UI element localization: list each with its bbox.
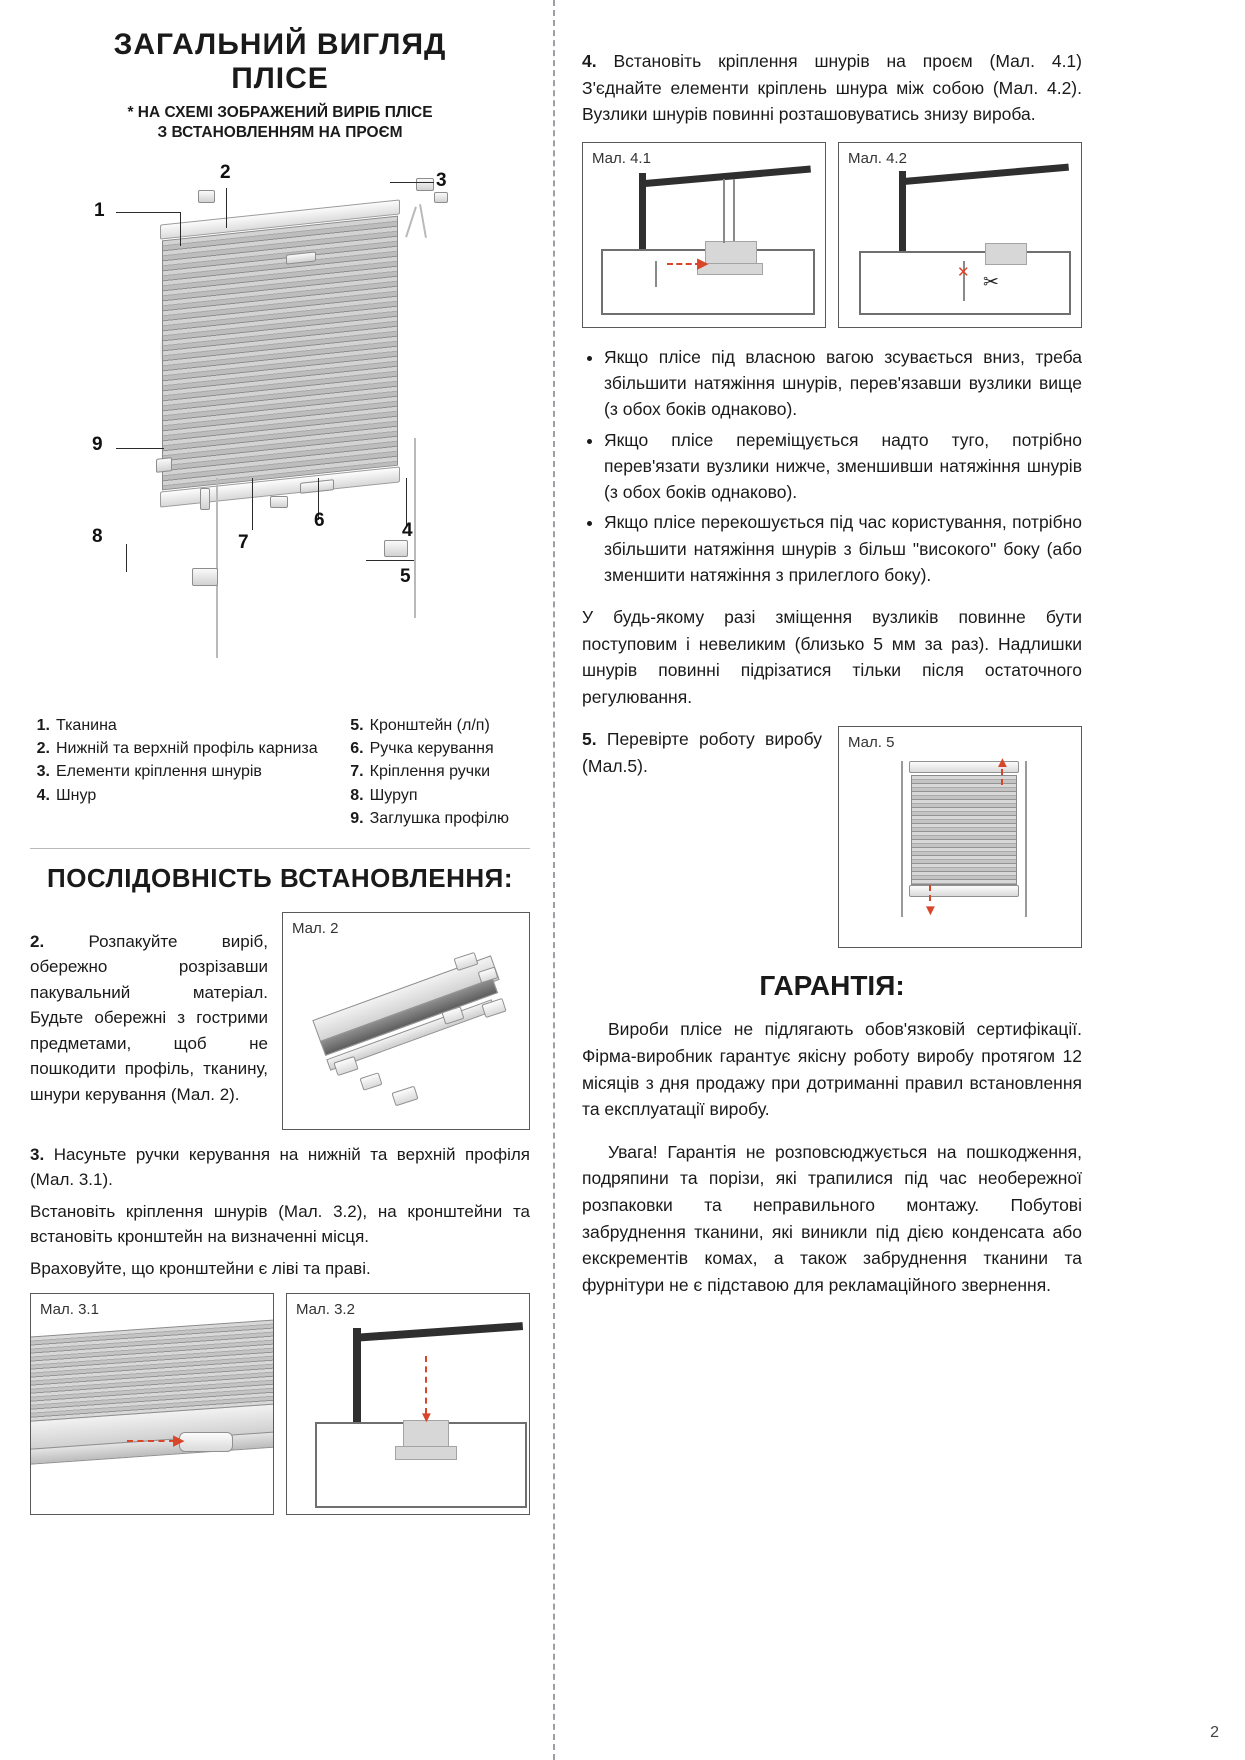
legend-number: 8. <box>350 786 364 804</box>
step-3-body: Насуньте ручки керування на нижній та верхній профіля (Мал. 3.1). <box>30 1144 530 1190</box>
legend-label: Кріплення ручки <box>369 763 491 781</box>
list-item: • Якщо пліcе під власною вагою зсувається вниз, треба збільшити натяжіння шнурів, перев'язавши вузлики вище (з обох боків однаково). <box>604 344 1082 423</box>
step-3-text-3: Враховуйте, що кронштейни є ліві та праві. <box>30 1258 371 1278</box>
step-3-text-2: Встановіть кріплення шнурів (Мал. 3.2), на кронштейни та встановіть кронштейн на визначенні місця. <box>30 1201 530 1247</box>
warranty-title: ГАРАНТІЯ: <box>759 970 905 1002</box>
legend-column-right <box>344 714 509 830</box>
legend-number: 9. <box>350 809 364 827</box>
leader-1 <box>116 212 180 213</box>
legend-label: Елементи кріплення шнурів <box>56 763 262 781</box>
page-title-line2: ПЛІСЕ <box>231 61 329 95</box>
warranty-paragraph-1: Вироби пліcе не підлягають обов'язковій сертифікації. Фірма-виробник гарантує якісну роботу виробу протягом 12 місяців з дня продажу при дотриманні правил встановлення та експлуатації виробу. <box>582 1019 1082 1120</box>
callout-3: 3 <box>436 169 447 191</box>
leader-8 <box>126 544 127 572</box>
cord-2 <box>733 179 735 241</box>
figure-3-1 <box>30 1293 274 1515</box>
leader-2 <box>226 188 227 228</box>
move-up-dash <box>1001 769 1003 785</box>
window-frame-left <box>639 173 646 259</box>
move-up-arrow-icon: ▲ <box>995 754 1010 772</box>
figure-3-1-label: Мал. 3.1 <box>40 1301 99 1319</box>
window-frame-top <box>899 163 1069 185</box>
plisse-overview-diagram <box>30 148 530 708</box>
warranty-paragraph-2: Увага! Гарантія не розповсюджується на пошкодження, подряпини та порізи, які трапилися під час необережної розпаковки та неправильного монтажу. Побутові забруднення тканини, які виникли під дією конденсата або екскрементів комах, а також забруднення тканини та фурнітури не є підставою для рекламаційного звернення. <box>582 1141 1082 1295</box>
list-item: • Якщо пліcе переміщується надто туго, потрібно перев'язати вузлики нижче, зменшивши натяжіння шнурів (з обох боків однаково). <box>604 427 1082 506</box>
scissors-icon: ✂ <box>983 271 999 293</box>
step-2-body: Розпакуйте виріб, обережно розрізавши пакувальний матеріал. Будьте обережні з гострими предметами, щоб не пошкодити профіль, тканину, шнури керування (Мал. 2). <box>30 931 268 1104</box>
leader-4 <box>406 478 407 526</box>
bottom-profile <box>909 885 1019 897</box>
legend-column-left <box>30 714 318 830</box>
step-5-body: Перевірте роботу виробу (Мал.5). <box>582 729 822 776</box>
leader-1v <box>180 212 181 246</box>
figures-3-row <box>30 1293 530 1515</box>
step-4-text <box>582 48 1082 128</box>
figure-5 <box>838 726 1082 948</box>
leader-7 <box>252 478 253 530</box>
callout-1: 1 <box>94 199 105 221</box>
section-divider <box>30 848 530 849</box>
left-column <box>30 28 530 1515</box>
fabric-panel <box>911 775 1017 885</box>
step-5-number: 5. <box>582 729 597 750</box>
page-title-line1: ЗАГАЛЬНИЙ ВИГЛЯД <box>113 28 447 61</box>
bracket-left <box>192 568 218 586</box>
adjustment-note: У будь-якому разі зміщення вузликів повинне бути поступовим і невеликим (близько 5 мм за раз). Надлишки шнурів повинні підрізатися тільки після остаточного регулювання. <box>582 607 1082 707</box>
fabric-panel <box>162 216 398 491</box>
callout-2: 2 <box>220 161 231 183</box>
cord <box>723 179 725 243</box>
cord-fixing-top-right-2 <box>434 192 448 203</box>
mount-direction-arrow-icon: ▼ <box>419 1409 434 1427</box>
callout-8: 8 <box>92 525 103 547</box>
list-item <box>30 784 318 807</box>
move-down-dash <box>929 885 931 901</box>
leader-9 <box>116 448 164 449</box>
screw-left <box>200 488 210 510</box>
window-frame-top <box>639 165 811 187</box>
legend-number: 5. <box>350 716 364 734</box>
window-sill <box>859 251 1071 315</box>
accessory-g <box>391 1086 418 1107</box>
subtitle-note-line2: З ВСТАНОВЛЕННЯМ НА ПРОЄМ <box>157 123 403 141</box>
step-2-number: 2. <box>30 931 45 951</box>
figure-5-label: Мал. 5 <box>848 734 895 752</box>
cord-right <box>1025 761 1027 917</box>
right-column <box>582 48 1082 1298</box>
callout-5: 5 <box>400 565 411 587</box>
insert-direction-dash <box>667 263 701 265</box>
callout-4: 4 <box>402 519 413 541</box>
legend-number: 7. <box>350 763 364 781</box>
figure-2-label: Мал. 2 <box>292 919 339 937</box>
list-item <box>30 760 318 783</box>
cord-fixing-plate <box>985 243 1027 265</box>
legend-label: Ручка керування <box>369 740 494 758</box>
step-4-body: Встановіть кріплення шнурів на проєм (Мал. 4.1) З'єднайте елементи кріплень шнура між собою (Мал. 4.2). Вузлики шнурів повинні розташовуватись знизу вироба. <box>582 51 1082 125</box>
cord-right <box>414 438 416 618</box>
figure-4-1-label: Мал. 4.1 <box>592 149 651 167</box>
column-divider <box>553 0 555 1760</box>
cord-knot-tail <box>655 261 657 287</box>
cut-marker-icon: ✕ <box>957 263 970 281</box>
sequence-title: ПОСЛІДОВНІСТЬ ВСТАНОВЛЕННЯ: <box>47 862 513 893</box>
bracket-right <box>384 540 408 557</box>
cord-top-right <box>405 206 417 237</box>
step-2-text <box>30 929 268 1108</box>
subtitle-note-line1: * НА СХЕМІ ЗОБРАЖЕНИЙ ВИРІБ ПЛІСЕ <box>127 104 433 122</box>
legend-number: 3. <box>36 763 50 781</box>
legend-label: Тканина <box>56 716 117 734</box>
end-cap <box>156 457 172 473</box>
window-frame-left <box>899 171 906 261</box>
legend-label: Шнур <box>56 786 97 804</box>
legend-label: Кронштейн (л/п) <box>369 716 490 734</box>
handle-mount <box>270 496 288 508</box>
legend-label: Шуруп <box>369 786 418 804</box>
move-down-arrow-icon: ▼ <box>923 902 938 920</box>
legend-number: 6. <box>350 740 364 758</box>
step-2 <box>30 912 530 1130</box>
figure-4-2 <box>838 142 1082 328</box>
mount-direction-dash <box>425 1356 427 1414</box>
list-item <box>30 737 318 760</box>
legend-number: 1. <box>36 716 50 734</box>
cord-left <box>901 761 903 917</box>
legend-label: Нижній та верхній профіль карниза <box>56 740 318 758</box>
blind-assembly <box>160 215 400 490</box>
list-item <box>344 784 509 807</box>
slide-direction-arrow-icon: ▶ <box>173 1432 185 1450</box>
list-item: • Якщо пліcе перекошується під час користування, потрібно збільшити натяжіння шнурів з більш "високого" боку (або зменшити натяжіння з прилеглого боку). <box>604 509 1082 588</box>
subtitle-note <box>30 103 530 142</box>
window-frame-top <box>353 1322 523 1342</box>
leader-5 <box>366 560 414 561</box>
slide-direction-dash <box>127 1440 175 1442</box>
legend-label: Заглушка профілю <box>369 809 510 827</box>
callout-6: 6 <box>314 509 325 531</box>
handle-bottom <box>300 479 334 494</box>
handle-part <box>179 1432 233 1452</box>
figure-3-2 <box>286 1293 530 1515</box>
list-item <box>344 714 509 737</box>
list-item <box>344 807 509 830</box>
step-5 <box>582 726 1082 948</box>
page-title <box>30 28 530 95</box>
list-item <box>30 714 318 737</box>
figure-4-2-label: Мал. 4.2 <box>848 149 907 167</box>
legend-number: 4. <box>36 786 50 804</box>
bracket-plate-2 <box>395 1446 457 1460</box>
cord-top-right-2 <box>419 204 427 238</box>
callout-7: 7 <box>238 531 249 553</box>
accessory-f <box>359 1072 382 1091</box>
figure-4-1 <box>582 142 826 328</box>
leader-3 <box>390 182 434 183</box>
adjustment-bullets <box>582 344 1082 588</box>
step-5-text <box>582 726 822 779</box>
step-4-number: 4. <box>582 51 597 71</box>
callout-9: 9 <box>92 433 103 455</box>
legend <box>30 714 530 830</box>
cord-fixing-top-left <box>198 190 215 203</box>
figures-4-row <box>582 142 1082 328</box>
step-3-text <box>30 1142 530 1193</box>
figure-2 <box>282 912 530 1130</box>
cord-fixing-top-right <box>416 178 434 191</box>
page-number: 2 <box>1210 1724 1219 1741</box>
figure-3-2-label: Мал. 3.2 <box>296 1301 355 1319</box>
list-item <box>344 760 509 783</box>
legend-number: 2. <box>36 740 50 758</box>
step-3-number: 3. <box>30 1144 45 1164</box>
insert-direction-arrow-icon: ▶ <box>697 254 709 272</box>
list-item <box>344 737 509 760</box>
